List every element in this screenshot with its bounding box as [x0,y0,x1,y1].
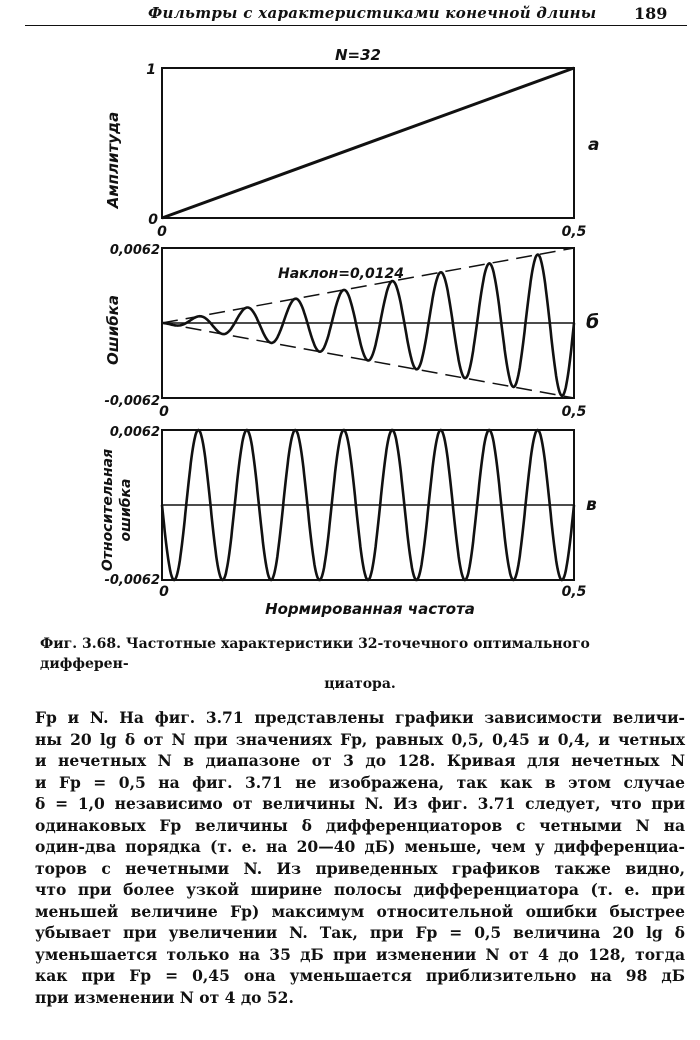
body-line: меньшей величине Fp) максимум относительной ошибки быстрее [35,901,685,921]
panel-b [104,243,599,420]
running-title: Фильтры с характеристиками конечной длины [148,4,597,22]
page-number: 189 [634,4,668,23]
panel-b-ytop: 0,0062 [109,243,160,258]
body-line: убывает при увеличении N. Так, при Fp = 0,5 величина 20 lg δ [35,923,685,942]
panel-c-xright: 0,5 [561,584,587,600]
body-line: торов с нечетными N. Из приведенных графиков также видно, [35,858,685,878]
envelope-upper [162,248,574,323]
panel-a-xleft: 0 [157,224,167,240]
panel-a-ytop: 1 [146,62,156,78]
body-line: при изменении N от 4 до 52. [35,987,294,1007]
body-line: что при более узкой ширине полосы дифференциатора (т. е. при [35,880,685,899]
slope-annotation: Наклон=0,0124 [278,266,404,282]
panel-a-label: а [588,135,600,155]
panel-a-xright: 0,5 [561,224,587,240]
panel-b-label: б [586,311,600,333]
body-line: как при Fp = 0,45 она уменьшается приблизительно на 98 дБ [35,966,685,985]
panel-a [104,62,599,240]
body-line: Fp и N. На фиг. 3.71 представлены графики зависимости величи- [35,708,685,727]
panel-b-xright: 0,5 [561,404,587,420]
figure-title: N=32 [335,46,381,64]
figure-xlabel: Нормированная частота [265,600,475,618]
panel-b-ylabel: Ошибка [104,295,122,365]
body-line: и Fp = 0,5 на фиг. 3.71 не изображена, так как в этом случае [35,772,685,792]
body-line: уменьшается только на 35 дБ при изменении N от 4 до 128, тогда [35,944,685,964]
body-line: один-два порядка (т. е. на 20—40 дБ) меньше, чем у дифференциа- [35,837,685,856]
panel-c-ybottom: -0,0062 [104,573,160,588]
caption-line-1: Фиг. 3.68. Частотные характеристики 32-точечного оптимального дифферен- [40,636,590,672]
panel-c-ytop: 0,0062 [109,425,160,440]
body-paragraph [35,707,685,1008]
panel-a-ybottom: 0 [148,212,158,228]
body-line: δ = 1,0 независимо от величины N. Из фиг. 3.71 следует, что при [35,794,685,813]
figure-3-68 [0,30,700,630]
panel-b-ybottom: -0,0062 [104,394,160,409]
panel-c-xleft: 0 [159,584,169,600]
header-rule [25,25,687,26]
panel-c-ylabel-line1: Относительная [100,448,116,572]
figure-caption [40,634,680,694]
panel-c-ylabel-line2: ошибка [118,478,134,542]
amplitude-line [162,68,574,218]
panel-c [100,425,597,600]
panel-b-xleft: 0 [159,404,169,420]
body-line: ны 20 lg δ от N при значениях Fp, равных 0,5, 0,45 и 0,4, и четных [35,729,685,749]
panel-a-ylabel: Амплитуда [104,111,122,209]
body-line: одинаковых Fp величины δ дифференциаторов с четными N на [35,815,685,835]
panel-c-label: в [586,495,597,515]
caption-line-2: циатора. [324,676,396,692]
body-line: и нечетных N в диапазоне от 3 до 128. Кривая для нечетных N [35,751,685,770]
page-header [0,0,700,30]
